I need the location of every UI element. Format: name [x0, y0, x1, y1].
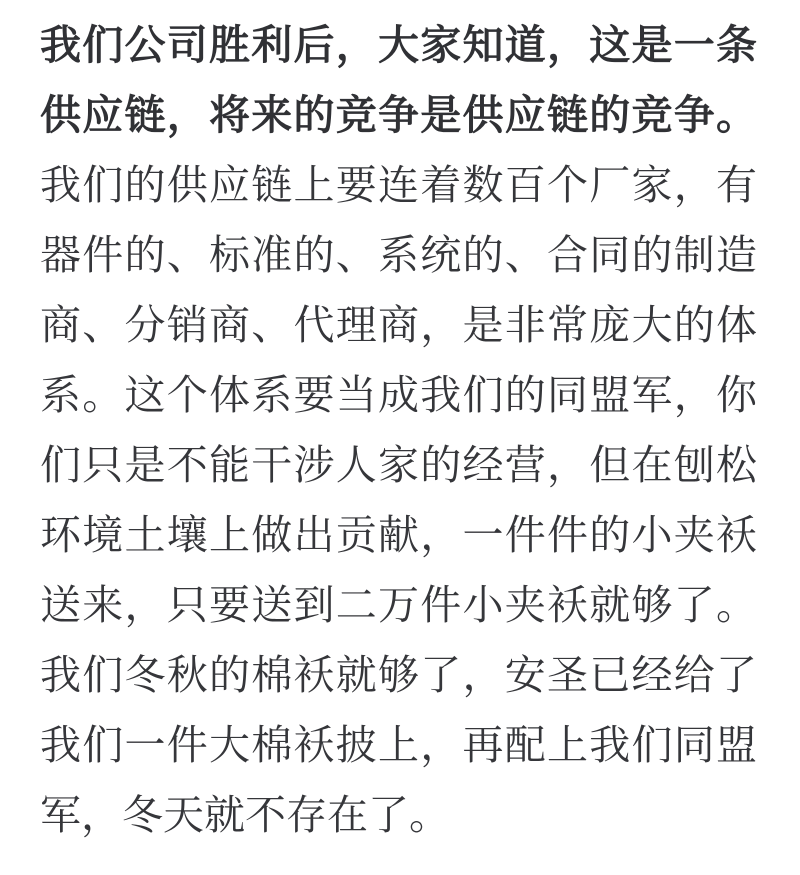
text-line: 我们的供应链上要连着数百个厂家，有 [40, 162, 757, 208]
text-line: 器件的、标准的、系统的、合同的制造 [40, 232, 757, 278]
text-line: 我们公司胜利后，大家知道，这是一条 [40, 22, 757, 68]
text-line: 系。这个体系要当成我们的同盟军，你 [40, 372, 757, 418]
text-line: 商、分销商、代理商，是非常庞大的体 [40, 302, 757, 348]
text-line: 军，冬天就不存在了。 [40, 792, 450, 838]
text-line: 我们一件大棉袄披上，再配上我们同盟 [40, 722, 757, 768]
text-line: 供应链，将来的竞争是供应链的竞争。 [40, 92, 757, 138]
text-line: 我们冬秋的棉袄就够了，安圣已经给了 [40, 652, 757, 698]
text-content [40, 10, 757, 850]
text-line: 们只是不能干涉人家的经营，但在刨松 [40, 442, 757, 488]
text-line: 送来，只要送到二万件小夹袄就够了。 [40, 582, 757, 628]
text-line: 环境土壤上做出贡献，一件件的小夹袄 [40, 512, 757, 558]
